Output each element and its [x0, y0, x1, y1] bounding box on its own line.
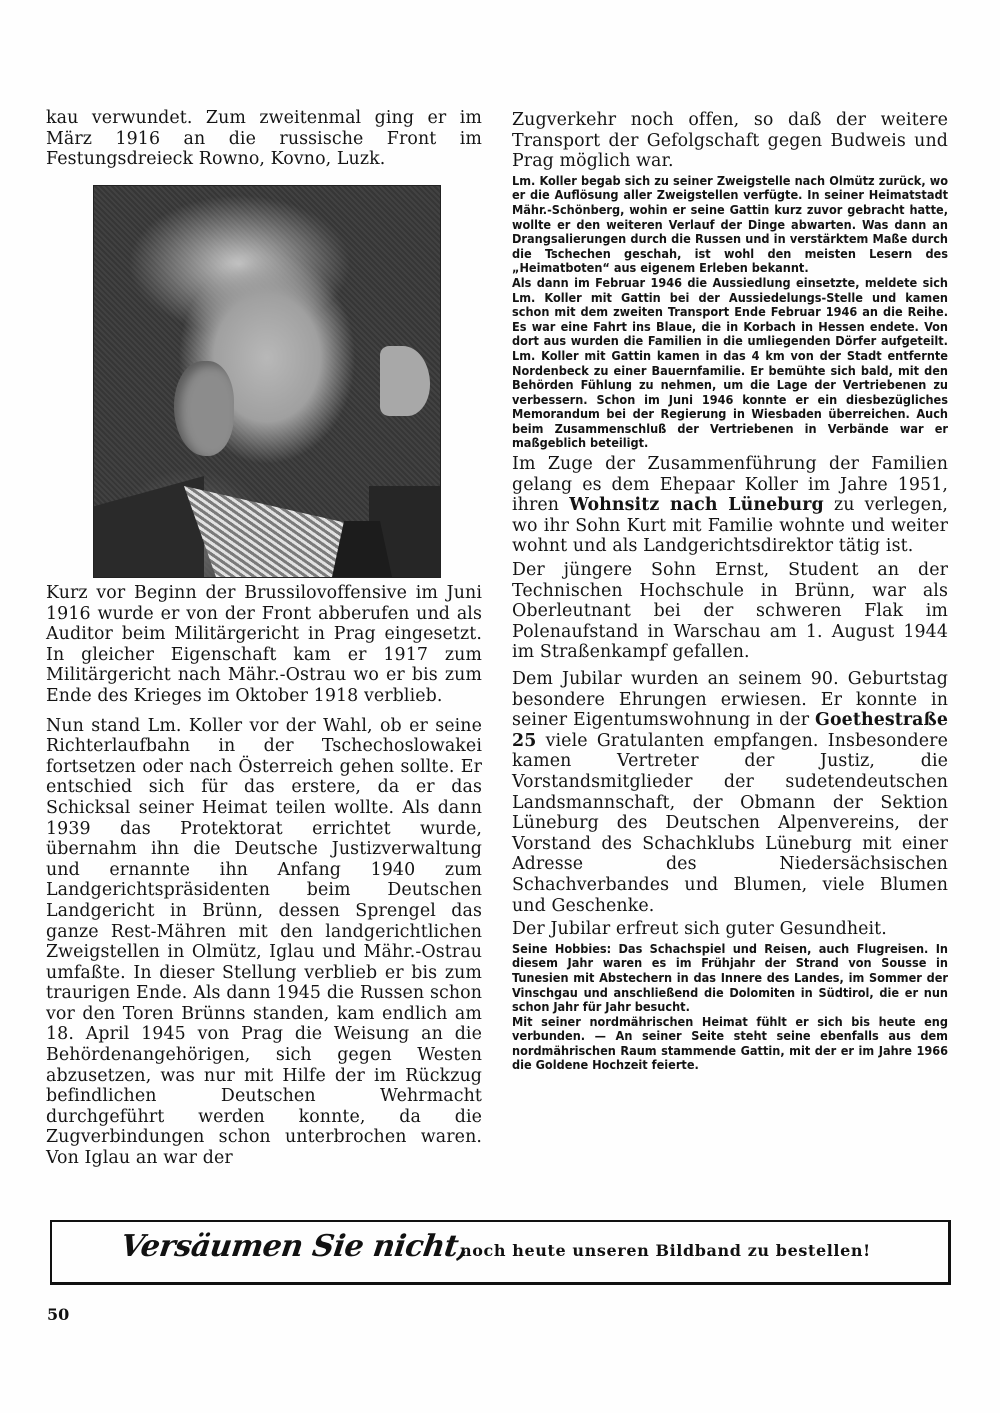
portrait-photo — [93, 185, 441, 578]
paragraph-gesundheit: Der Jubilar erfreut sich guter Gesundheit. — [512, 919, 887, 940]
paragraph-brussilov: Kurz vor Beginn der Brussilovoffensive im Juni 1916 wurde er von der Front abberufen und als Auditor beim Militärgericht in Prag eingesetzt. In gleicher Eigenschaft kam er 1917 zum Militärgericht nach Mähr.-Ostrau wo er bis zum Ende des Krieges im Oktober 1918 verblieb. — [46, 583, 482, 706]
paragraph-hobbies: Seine Hobbies: Das Schachspiel und Reisen, auch Flugreisen. In diesem Jahr waren es im Frühjahr der Strand von Sousse in Tunesien mit Abstechern in das Innere des Landes, im Sommer der Vinschgau und anschließend die Dolomiten in Südtirol, die er nun schon Jahr für Jahr besucht. — [512, 940, 948, 1015]
paragraph-aussiedlung: Als dann im Februar 1946 die Aussiedlung einsetzte, meldete sich Lm. Koller mit Gattin bei der Aussiedelungs-Stelle und kamen schon mit dem zweiten Transport Ende Februar 1946 an die Reihe. Es war eine Fahrt ins Blaue, die in Korbach in Hessen endete. Von dort aus wurden die Familien in die umliegenden Dörfer aufgeteilt. Lm. Koller mit Gattin kamen in das 4 km von der Stadt entfernte Nordenbeck zu einer Bauernfamilie. Er bemühte sich bald, mit den Behörden Fühlung zu nehmen, um die Lage der Vertriebenen zu verbessern. Schon im Juni 1946 konnte er ein diesbezügliches Memorandum bei der Regierung in Wiesbaden überreichen. Auch beim Zusammenschluß der Vertriebenen in Verbände war er maßgeblich beteiligt. — [512, 274, 948, 451]
left-column-lower — [46, 583, 482, 1169]
paragraph-lueneburg: Im Zuge der Zusammenführung der Familien gelang es dem Ehepaar Koller im Jahre 1951, ihren Wohnsitz nach Lüneburg zu verlegen, wo ihr Sohn Kurt mit Familie wohnte und weiter wohnt und als Landgerichtsdirektor tätig ist. — [512, 454, 949, 557]
right-column — [512, 110, 948, 1073]
photo-nose — [380, 346, 430, 416]
photo-shirt-collar — [184, 486, 344, 577]
paragraph-intro: kau verwundet. Zum zweitenmal ging er im März 1916 an die russische Front im Festungsdreieck Rowno, Kovno, Luzk. — [46, 108, 482, 170]
advertisement-banner — [50, 1220, 951, 1285]
photo-ear — [174, 361, 234, 456]
page-number: 50 — [47, 1305, 70, 1324]
left-column — [46, 108, 482, 170]
paragraph-career: Nun stand Lm. Koller vor der Wahl, ob er seine Richterlaufbahn in der Tschechoslowakei fortsetzen oder nach Österreich gehen sollte. Er entschied sich für das erstere, da er das Schicksal seiner Heimat teilen wollte. Als dann 1939 das Protektorat errichtet wurde, übernahm ihn die Deutsche Justizverwaltung und ernannte ihn Anfang 1940 zum Landgerichtspräsidenten beim Deutschen Landgericht in Brünn, dessen Sprengel das ganze Rest-Mähren mit den landgerichtlichen Zweigstellen in Olmütz, Iglau und Mähr.-Ostrau umfaßte. In dieser Stellung verblieb er bis zum traurigen Ende. Als dann 1945 die Russen schon vor den Toren Brünns standen, kam endlich am 18. April 1945 von Prag die Weisung an die Behördenangehörigen, sich gegen Westen abzusetzen, was nur mit Hilfe der im Rückzug befindlichen Deutschen Wehrmacht durchgeführt werden konnte, da die Zugverbindungen schon unterbrochen waren. Von Iglau an war der — [46, 715, 482, 1169]
bold-wohnsitz: Wohnsitz nach Lüneburg — [569, 495, 824, 516]
paragraph-sohn-ernst: Der jüngere Sohn Ernst, Student an der Technischen Hochschule in Brünn, war als Oberleutnant bei der schweren Flak im Polenaufstand in Warschau am 1. August 1944 im Straßenkampf gefallen. — [512, 560, 948, 663]
paragraph-jubilar: Dem Jubilar wurden an seinem 90. Geburtstag besondere Ehrungen erwiesen. Er konnte in seiner Eigentumswohnung in der Goethestraße 25 viele Gratulanten empfangen. Insbesondere kamen Vertreter der Justiz, die Vorstandsmitglieder der sudetendeutschen Landsmannschaft, der Obmann der Sektion Lüneburg des Deutschen Alpenvereins, der Vorstand des Schachklubs Lüneburg mit einer Adresse des Niedersächsischen Schachverbandes und Blumen, viele Blumen und Geschenke. — [512, 669, 948, 916]
paragraph-zugverkehr: Zugverkehr noch offen, so daß der weitere Transport der Gefolgschaft gegen Budweis und Prag möglich war. — [512, 110, 948, 172]
paragraph-heimat: Mit seiner nordmährischen Heimat fühlt er sich bis heute eng verbunden. — An seiner Seite steht seine ebenfalls aus dem nordmährischen Raum stammende Gattin, mit der er im Jahre 1966 die Goldene Hochzeit feierte. — [512, 1013, 948, 1073]
banner-text: noch heute unseren Bildband zu bestellen! — [460, 1241, 871, 1260]
paragraph-olmuetz: Lm. Koller begab sich zu seiner Zweigstelle nach Olmütz zurück, wo er die Auflösung aller Zweigstellen verfügte. In seiner Heimatstadt Mähr.-Schönberg, wohin er seine Gattin kurz zuvor gebracht hatte, wollte er den weiteren Verlauf der Dinge abwarten. Was dann an Drangsalierungen durch die Russen und in verstärktem Maße durch die Tschechen geschah, ist wohl den meisten Lesern des „Heimatboten“ aus eigenem Erleben bekannt. — [512, 172, 948, 276]
banner-script-headline: Versäumen Sie nicht, — [118, 1229, 471, 1264]
bold-goethestrasse: Goethestraße 25 — [512, 710, 948, 751]
